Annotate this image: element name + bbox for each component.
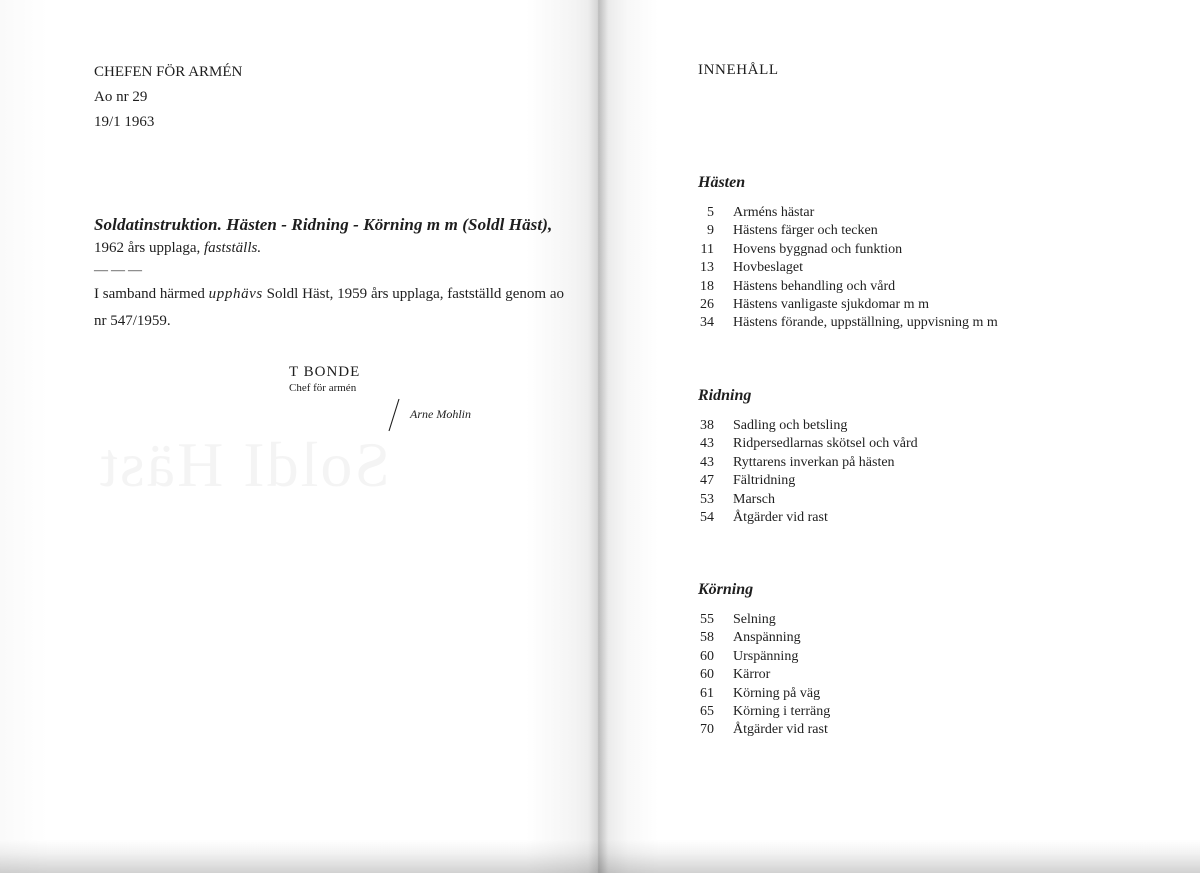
toc-section-korning [698, 581, 830, 740]
toc-entry [698, 703, 830, 721]
toc-entry-text: Urspänning [733, 648, 799, 664]
toc-entry [698, 472, 918, 490]
toc-page-number: 43 [700, 454, 714, 470]
toc-entry-text: Körning på väg [733, 685, 821, 701]
toc-page-number: 38 [700, 418, 714, 433]
toc-page-number: 70 [700, 722, 714, 738]
separator: ——— [94, 263, 145, 278]
toc-entry [698, 611, 830, 629]
issuer-block [94, 60, 242, 135]
toc-page-number: 61 [700, 685, 714, 701]
toc-page-number: 9 [707, 223, 714, 239]
toc-page-number: 60 [700, 648, 714, 664]
toc-page-number: 53 [700, 491, 714, 507]
countersigner-name: Arne Mohlin [410, 407, 471, 421]
body-part-2: Soldl Häst, 1959 års upplaga, fastställd genom ao nr 547/1959. [94, 286, 564, 329]
edition-line [94, 240, 564, 257]
toc-entry-text: Arméns hästar [733, 205, 815, 220]
toc-entry-text: Selning [733, 612, 776, 627]
toc-entry [698, 685, 830, 703]
toc-entry [698, 721, 830, 739]
toc-entry-text: Sadling och betsling [733, 418, 848, 433]
signatory-name: T BONDE [289, 364, 361, 380]
bleed-through-text [98, 428, 390, 502]
toc-entry-text: Ridpersedlarnas skötsel och vård [733, 436, 918, 452]
right-page [598, 0, 1200, 873]
order-body-text [94, 281, 564, 335]
toc-page-number: 54 [700, 510, 714, 526]
toc-entry-text: Hästens vanligaste sjukdomar m m [733, 297, 929, 313]
toc-page-number: 11 [700, 241, 714, 257]
toc-entry-text: Hästens förande, uppställning, uppvisning m m [733, 315, 998, 331]
order-content [94, 215, 564, 335]
toc-entry-text: Åtgärder vid rast [733, 722, 828, 738]
toc-section-ridning [698, 387, 918, 527]
toc-entry [698, 629, 830, 647]
toc-page-number: 34 [700, 315, 714, 331]
toc-entry-text: Kärror [733, 667, 771, 683]
toc-page-number: 55 [700, 612, 714, 627]
toc-entry [698, 509, 918, 527]
toc-entry [698, 491, 918, 509]
toc-entry-text: Marsch [733, 491, 775, 507]
toc-entry [698, 222, 998, 240]
contents-heading: INNEHÅLL [698, 62, 779, 78]
toc-entry-text: Fältridning [733, 473, 796, 489]
toc-entry [698, 435, 918, 453]
issuing-authority: CHEFEN FÖR ARMÉN [94, 64, 243, 80]
section-title: Körning [698, 581, 754, 598]
body-part-1: I samband härmed [94, 286, 209, 302]
toc-page-number: 18 [700, 278, 714, 294]
toc-page-number: 43 [700, 436, 714, 452]
order-date: 19/1 1963 [94, 114, 155, 130]
book-gutter [588, 0, 608, 873]
toc-section-hasten [698, 174, 998, 333]
toc-entry-text: Hovens byggnad och funktion [733, 241, 903, 257]
toc-page-number: 13 [700, 260, 714, 276]
toc-page-number: 5 [707, 205, 714, 220]
toc-entry [698, 278, 998, 296]
toc-page-number: 58 [700, 630, 714, 646]
toc-page-number: 60 [700, 667, 714, 683]
toc-page-number: 47 [700, 473, 714, 489]
toc-page-number: 65 [700, 704, 714, 720]
signatory-role: Chef för armén [289, 382, 357, 394]
toc-entry [698, 259, 998, 277]
left-page [0, 0, 598, 873]
section-title: Hästen [698, 174, 746, 191]
section-title: Ridning [698, 387, 752, 404]
toc-entry [698, 204, 998, 222]
toc-entry-text: Körning i terräng [733, 704, 831, 720]
toc-entry-text: Hovbeslaget [733, 260, 803, 276]
toc-entry [698, 314, 998, 332]
signatory-block [289, 364, 360, 394]
document-title: Soldatinstruktion. Hästen - Ridning - Körning m m (Soldl Häst), [94, 215, 553, 234]
body-emphasis: upphävs [208, 286, 263, 302]
toc-entry [698, 666, 830, 684]
edition-prefix: 1962 års upplaga, [94, 240, 204, 256]
toc-entry [698, 648, 830, 666]
toc-page-number: 26 [700, 297, 714, 313]
page-bottom-shadow [0, 840, 1200, 873]
toc-entry [698, 454, 918, 472]
toc-entry [698, 296, 998, 314]
slash-mark [386, 398, 402, 432]
order-number: Ao nr 29 [94, 89, 148, 105]
toc-entry-text: Hästens färger och tecken [733, 223, 878, 239]
toc-entry [698, 241, 998, 259]
toc-entry-text: Hästens behandling och vård [733, 278, 896, 294]
toc-entry [698, 417, 918, 435]
toc-entry-text: Åtgärder vid rast [733, 510, 828, 526]
edition-status: fastställs. [203, 240, 262, 256]
toc-entry-text: Anspänning [733, 630, 801, 646]
toc-entry-text: Ryttarens inverkan på hästen [733, 454, 895, 470]
